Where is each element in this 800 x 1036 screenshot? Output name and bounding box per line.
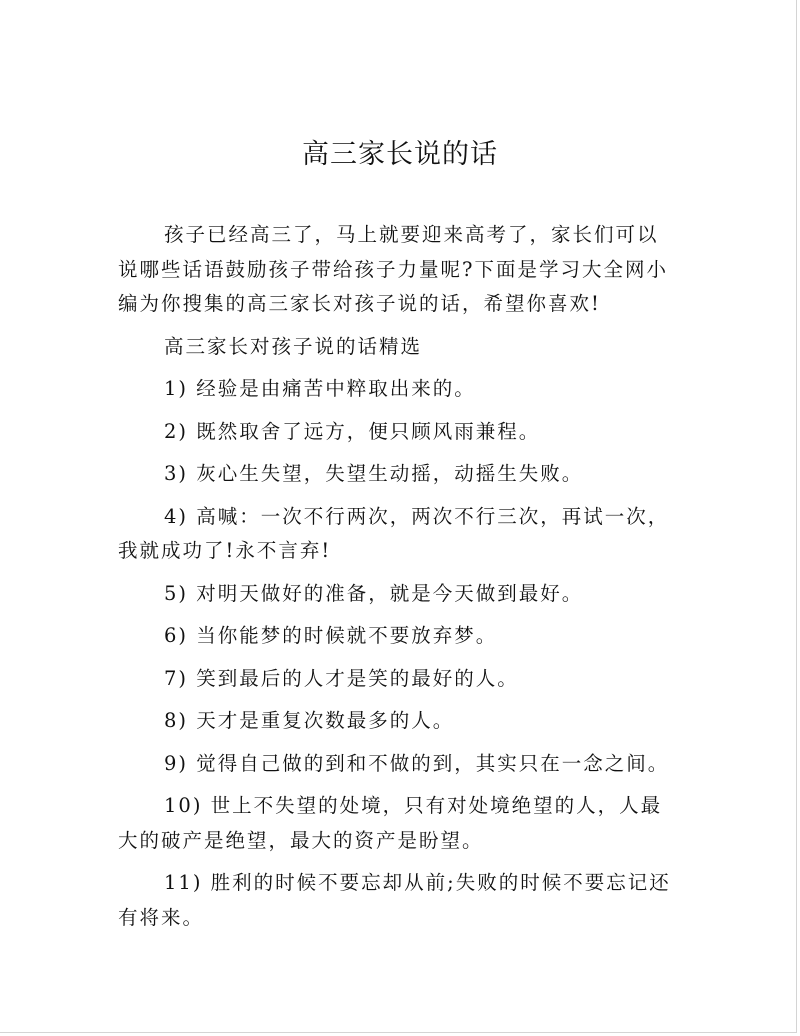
list-item: 11) 胜利的时候不要忘却从前;失败的时候不要忘记还有将来。 (118, 871, 671, 929)
list-item: 1) 经验是由痛苦中粹取出来的。 (164, 377, 476, 400)
intro-paragraph: 孩子已经高三了，马上就要迎来高考了，家长们可以说哪些话语鼓励孩子带给孩子力量呢?下面是学习大全网小编为你搜集的高三家长对孩子说的话，希望你喜欢! (118, 223, 668, 315)
list-item: 6) 当你能梦的时候就不要放弃梦。 (164, 624, 498, 647)
list-item: 2) 既然取舍了远方，便只顾风雨兼程。 (164, 419, 541, 443)
list-item: 9) 觉得自己做的到和不做的到，其实只在一念之间。 (164, 751, 670, 775)
list-item: 7) 笑到最后的人才是笑的最好的人。 (164, 666, 519, 690)
list-item: 8) 天才是重复次数最多的人。 (164, 709, 455, 732)
document-body (118, 218, 671, 943)
list-item: 10) 世上不失望的处境，只有对处境绝望的人，人最大的破产是绝望，最大的资产是盼望。 (118, 794, 663, 852)
list-item: 5) 对明天做好的准备，就是今天做到最好。 (164, 581, 584, 605)
section-heading: 高三家长对孩子说的话精选 (164, 334, 423, 358)
page-title: 高三家长说的话 (302, 139, 498, 170)
list-item: 3) 灰心生失望，失望生动摇，动摇生失败。 (164, 462, 584, 485)
list-item: 4) 高喊：一次不行两次，两次不行三次，再试一次，我就成功了!永不言弃! (118, 504, 670, 562)
